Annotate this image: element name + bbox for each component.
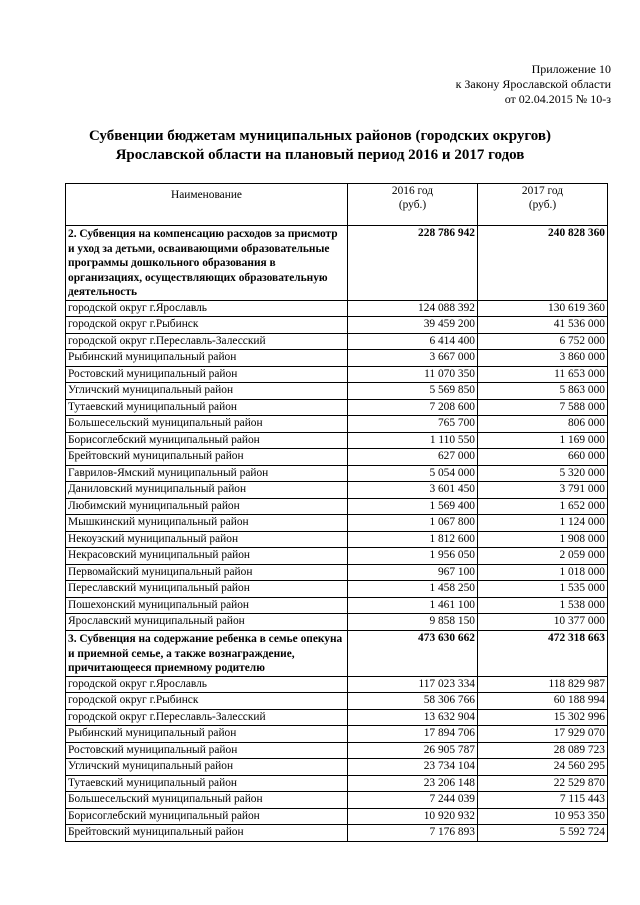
table-row bbox=[66, 759, 608, 776]
table-row bbox=[66, 498, 608, 515]
table-row bbox=[66, 548, 608, 565]
table-row bbox=[66, 333, 608, 350]
municipality-name: Переславский муниципальный район bbox=[66, 581, 348, 598]
section-total-2017: 472 318 663 bbox=[478, 630, 608, 676]
column-header-2017-year: 2017 год bbox=[521, 185, 564, 197]
municipality-name: городской округ г.Ярославль bbox=[66, 300, 348, 317]
document-title-line-2: Ярославской области на плановый период 2016 и 2017 годов bbox=[115, 147, 525, 163]
table-row bbox=[66, 775, 608, 792]
amount-2016: 17 894 706 bbox=[348, 726, 478, 743]
section-total-2016: 473 630 662 bbox=[348, 630, 478, 676]
amount-2017: 10 377 000 bbox=[478, 614, 608, 631]
amount-2016: 9 858 150 bbox=[348, 614, 478, 631]
municipality-name: Рыбинский муниципальный район bbox=[66, 350, 348, 367]
amount-2017: 1 538 000 bbox=[478, 597, 608, 614]
amount-2017: 5 592 724 bbox=[478, 825, 608, 842]
table-row bbox=[66, 515, 608, 532]
municipality-name: Борисоглебский муниципальный район bbox=[66, 808, 348, 825]
document-title-line-1: Субвенции бюджетам муниципальных районов (городских округов) bbox=[88, 128, 552, 144]
table-row bbox=[66, 317, 608, 334]
table-row bbox=[66, 808, 608, 825]
municipality-name: Рыбинский муниципальный район bbox=[66, 726, 348, 743]
amount-2017: 7 115 443 bbox=[478, 792, 608, 809]
table-row bbox=[66, 564, 608, 581]
section-title: 2. Субвенция на компенсацию расходов за присмотр и уход за детьми, осваивающими образовательные программы дошкольного образования в организациях, осуществляющих образовательную деятельность bbox=[66, 226, 348, 301]
municipality-name: Пошехонский муниципальный район bbox=[66, 597, 348, 614]
municipality-name: Угличский муниципальный район bbox=[66, 759, 348, 776]
amount-2017: 806 000 bbox=[478, 416, 608, 433]
amount-2017: 24 560 295 bbox=[478, 759, 608, 776]
municipality-name: Ярославский муниципальный район bbox=[66, 614, 348, 631]
table-row bbox=[66, 482, 608, 499]
amount-2017: 1 908 000 bbox=[478, 531, 608, 548]
table-row bbox=[66, 449, 608, 466]
table-row bbox=[66, 531, 608, 548]
municipality-name: городской округ г.Рыбинск bbox=[66, 693, 348, 710]
amount-2016: 1 067 800 bbox=[348, 515, 478, 532]
table-row bbox=[66, 597, 608, 614]
amount-2017: 5 320 000 bbox=[478, 465, 608, 482]
amount-2016: 967 100 bbox=[348, 564, 478, 581]
amount-2017: 1 535 000 bbox=[478, 581, 608, 598]
amount-2017: 15 302 996 bbox=[478, 709, 608, 726]
amount-2017: 7 588 000 bbox=[478, 399, 608, 416]
table-row bbox=[66, 614, 608, 631]
amount-2016: 1 110 550 bbox=[348, 432, 478, 449]
annex-line-date: от 02.04.2015 № 10-з bbox=[504, 92, 611, 106]
table-row bbox=[66, 399, 608, 416]
amount-2016: 1 956 050 bbox=[348, 548, 478, 565]
amount-2017: 6 752 000 bbox=[478, 333, 608, 350]
amount-2016: 765 700 bbox=[348, 416, 478, 433]
table-row bbox=[66, 726, 608, 743]
amount-2017: 11 653 000 bbox=[478, 366, 608, 383]
municipality-name: Некрасовский муниципальный район bbox=[66, 548, 348, 565]
table-row bbox=[66, 742, 608, 759]
amount-2016: 1 458 250 bbox=[348, 581, 478, 598]
amount-2016: 58 306 766 bbox=[348, 693, 478, 710]
amount-2016: 13 632 904 bbox=[348, 709, 478, 726]
municipality-name: Даниловский муниципальный район bbox=[66, 482, 348, 499]
column-header-2017-unit: (руб.) bbox=[528, 199, 557, 211]
amount-2017: 130 619 360 bbox=[478, 300, 608, 317]
municipality-name: Гаврилов-Ямский муниципальный район bbox=[66, 465, 348, 482]
municipality-name: Первомайский муниципальный район bbox=[66, 564, 348, 581]
annex-line-law: к Закону Ярославской области bbox=[455, 77, 611, 91]
municipality-name: Угличский муниципальный район bbox=[66, 383, 348, 400]
column-header-name: Наименование bbox=[66, 184, 348, 226]
municipality-name: городской округ г.Рыбинск bbox=[66, 317, 348, 334]
column-header-2016 bbox=[348, 184, 478, 226]
amount-2016: 627 000 bbox=[348, 449, 478, 466]
amount-2017: 28 089 723 bbox=[478, 742, 608, 759]
amount-2016: 39 459 200 bbox=[348, 317, 478, 334]
table-header-row bbox=[66, 184, 608, 226]
amount-2016: 6 414 400 bbox=[348, 333, 478, 350]
annex-line-number: Приложение 10 bbox=[531, 62, 611, 76]
amount-2016: 124 088 392 bbox=[348, 300, 478, 317]
amount-2016: 1 812 600 bbox=[348, 531, 478, 548]
municipality-name: Некоузский муниципальный район bbox=[66, 531, 348, 548]
municipality-name: Борисоглебский муниципальный район bbox=[66, 432, 348, 449]
municipality-name: Тутаевский муниципальный район bbox=[66, 775, 348, 792]
amount-2017: 2 059 000 bbox=[478, 548, 608, 565]
amount-2017: 22 529 870 bbox=[478, 775, 608, 792]
municipality-name: городской округ г.Переславль-Залесский bbox=[66, 709, 348, 726]
amount-2016: 7 244 039 bbox=[348, 792, 478, 809]
amount-2017: 118 829 987 bbox=[478, 676, 608, 693]
table-row bbox=[66, 792, 608, 809]
column-header-2016-unit: (руб.) bbox=[398, 199, 427, 211]
table-row bbox=[66, 383, 608, 400]
table-row bbox=[66, 350, 608, 367]
amount-2017: 1 652 000 bbox=[478, 498, 608, 515]
municipality-name: Большесельский муниципальный район bbox=[66, 416, 348, 433]
table-row bbox=[66, 416, 608, 433]
municipality-name: Любимский муниципальный район bbox=[66, 498, 348, 515]
amount-2016: 23 734 104 bbox=[348, 759, 478, 776]
municipality-name: Тутаевский муниципальный район bbox=[66, 399, 348, 416]
amount-2017: 10 953 350 bbox=[478, 808, 608, 825]
amount-2017: 1 018 000 bbox=[478, 564, 608, 581]
municipality-name: городской округ г.Ярославль bbox=[66, 676, 348, 693]
column-header-2016-year: 2016 год bbox=[391, 185, 434, 197]
table-row bbox=[66, 581, 608, 598]
amount-2016: 5 054 000 bbox=[348, 465, 478, 482]
amount-2016: 1 569 400 bbox=[348, 498, 478, 515]
table-row bbox=[66, 366, 608, 383]
municipality-name: городской округ г.Переславль-Залесский bbox=[66, 333, 348, 350]
amount-2016: 10 920 932 bbox=[348, 808, 478, 825]
table-row bbox=[66, 300, 608, 317]
municipality-name: Брейтовский муниципальный район bbox=[66, 825, 348, 842]
table-row bbox=[66, 709, 608, 726]
table-row bbox=[66, 693, 608, 710]
amount-2017: 41 536 000 bbox=[478, 317, 608, 334]
table-row bbox=[66, 465, 608, 482]
municipality-name: Ростовский муниципальный район bbox=[66, 366, 348, 383]
section-row bbox=[66, 630, 608, 676]
municipality-name: Большесельский муниципальный район bbox=[66, 792, 348, 809]
municipality-name: Мышкинский муниципальный район bbox=[66, 515, 348, 532]
section-row bbox=[66, 226, 608, 301]
municipality-name: Ростовский муниципальный район bbox=[66, 742, 348, 759]
amount-2016: 23 206 148 bbox=[348, 775, 478, 792]
table-row bbox=[66, 825, 608, 842]
section-title: 3. Субвенция на содержание ребенка в семье опекуна и приемной семье, а также вознаграждение, причитающееся приемному родителю bbox=[66, 630, 348, 676]
amount-2017: 1 124 000 bbox=[478, 515, 608, 532]
amount-2017: 17 929 070 bbox=[478, 726, 608, 743]
amount-2016: 7 176 893 bbox=[348, 825, 478, 842]
subsidy-table bbox=[65, 183, 608, 842]
amount-2017: 3 791 000 bbox=[478, 482, 608, 499]
amount-2016: 1 461 100 bbox=[348, 597, 478, 614]
table-row bbox=[66, 676, 608, 693]
amount-2017: 1 169 000 bbox=[478, 432, 608, 449]
amount-2016: 3 601 450 bbox=[348, 482, 478, 499]
amount-2016: 26 905 787 bbox=[348, 742, 478, 759]
amount-2016: 117 023 334 bbox=[348, 676, 478, 693]
amount-2017: 60 188 994 bbox=[478, 693, 608, 710]
section-total-2017: 240 828 360 bbox=[478, 226, 608, 301]
table-row bbox=[66, 432, 608, 449]
document-title bbox=[0, 127, 640, 165]
annex-reference bbox=[456, 62, 611, 107]
amount-2017: 660 000 bbox=[478, 449, 608, 466]
amount-2017: 5 863 000 bbox=[478, 383, 608, 400]
municipality-name: Брейтовский муниципальный район bbox=[66, 449, 348, 466]
amount-2016: 7 208 600 bbox=[348, 399, 478, 416]
amount-2016: 5 569 850 bbox=[348, 383, 478, 400]
section-total-2016: 228 786 942 bbox=[348, 226, 478, 301]
amount-2017: 3 860 000 bbox=[478, 350, 608, 367]
column-header-2017 bbox=[478, 184, 608, 226]
table-body bbox=[66, 226, 608, 842]
amount-2016: 11 070 350 bbox=[348, 366, 478, 383]
amount-2016: 3 667 000 bbox=[348, 350, 478, 367]
